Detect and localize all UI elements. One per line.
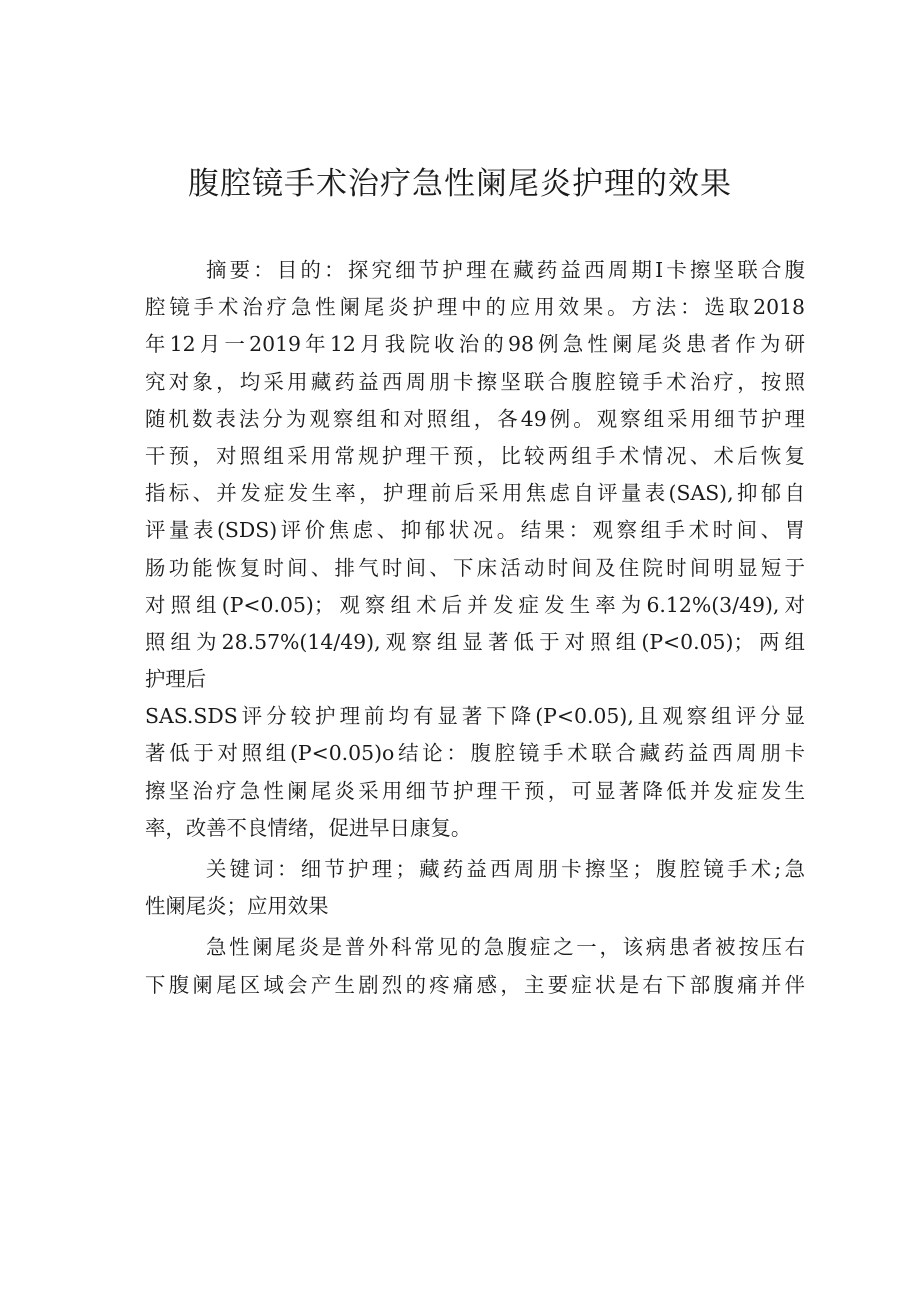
abstract-line: 随机数表法分为观察组和对照组，各49例。观察组采用细节护理 [145, 406, 805, 431]
abstract-line: 摘要：目的：探究细节护理在藏药益西周期Ⅰ卡擦坚联合腹 [206, 258, 805, 282]
abstract-line: 干预，对照组采用常规护理干预，比较两组手术情况、术后恢复 [145, 443, 805, 468]
abstract-line: 著低于对照组(P<0.05)o结论：腹腔镜手术联合藏药益西周朋卡 [145, 741, 805, 766]
keywords-line: 性阑尾炎；应用效果 [145, 894, 329, 919]
intro-line: 急性阑尾炎是普外科常见的急腹症之一，该病患者被按压右 [206, 935, 805, 960]
document-body [145, 252, 805, 1004]
keywords-line: 关键词：细节护理；藏药益西周朋卡擦坚；腹腔镜手术;急 [206, 857, 805, 881]
abstract-line: 评量表(SDS)评价焦虑、抑郁状况。结果：观察组手术时间、胃 [145, 518, 805, 543]
document-title: 腹腔镜手术治疗急性阑尾炎护理的效果 [188, 166, 732, 202]
intro-line: 下腹阑尾区域会产生剧烈的疼痛感，主要症状是右下部腹痛并伴 [145, 972, 805, 997]
abstract-line: 护理后 [145, 667, 207, 692]
abstract-line: SAS.SDS评分较护理前均有显著下降(P<0.05),且观察组评分显 [145, 704, 805, 729]
abstract-line: 指标、并发症发生率，护理前后采用焦虑自评量表(SAS),抑郁自 [145, 481, 805, 506]
intro-paragraph [145, 929, 805, 1003]
abstract-line: 对照组(P<0.05)；观察组术后并发症发生率为6.12%(3/49),对 [145, 592, 805, 617]
keywords-paragraph [145, 851, 805, 925]
abstract-line: 率，改善不良情绪，促进早日康复。 [145, 815, 472, 840]
abstract-line: 年12月一2019年12月我院收治的98例急性阑尾炎患者作为研 [145, 332, 805, 357]
abstract-line: 照组为28.57%(14/49),观察组显著低于对照组(P<0.05)；两组 [145, 629, 805, 654]
abstract-line: 肠功能恢复时间、排气时间、下床活动时间及住院时间明显短于 [145, 555, 805, 580]
abstract-line: 擦坚治疗急性阑尾炎采用细节护理干预，可显著降低并发症发生 [145, 778, 805, 803]
abstract-line: 腔镜手术治疗急性阑尾炎护理中的应用效果。方法：选取2018 [145, 295, 805, 320]
abstract-line: 究对象，均采用藏药益西周朋卡擦坚联合腹腔镜手术治疗，按照 [145, 369, 805, 394]
abstract-paragraph [145, 252, 805, 847]
